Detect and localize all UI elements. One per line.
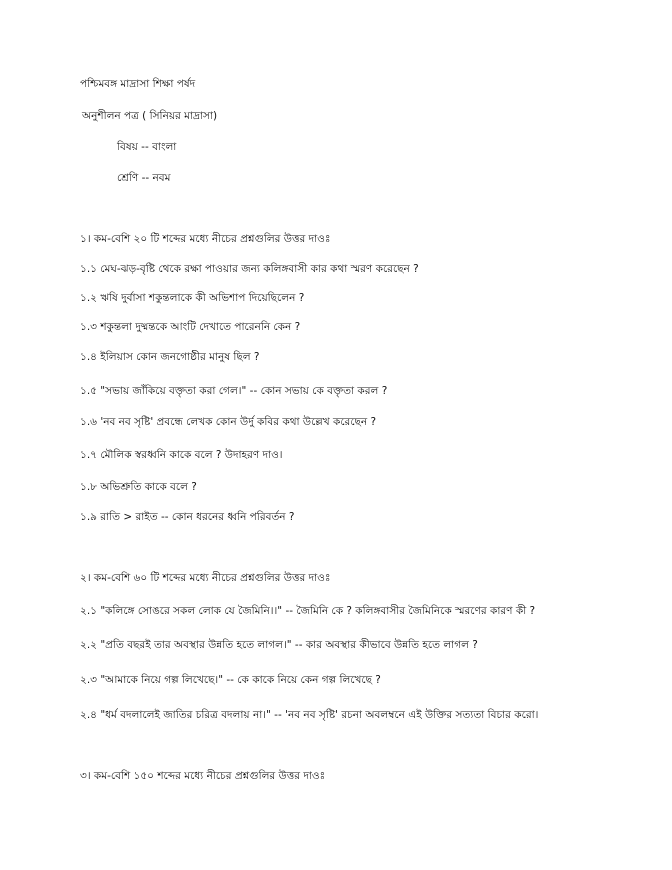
subject-line: বিষয় -- বাংলা [117,141,177,153]
question-2-4: ২.৪ "ধর্ম বদলালেই জাতির চরিত্র বদলায় না।" -- 'নব নব সৃষ্টি' রচনা অবলম্বনে এই উক্তির সত্যতা বিচার করো। [80,709,539,721]
question-2-1: ২.১ "কলিঙ্গে সোঙরে সকল লোক যে জৈমিনি।।" -- জৈমিনি কে ? কলিঙ্গবাসীর জৈমিনিকে স্মরণের কারণ কী ? [80,605,536,617]
question-1-3: ১.৩ শকুন্তলা দুষ্মন্তকে আংটি দেখাতে পারেননি কেন ? [80,321,301,333]
question-1-4: ১.৪ ইলিয়াস কোন জনগোষ্ঠীর মানুষ ছিল ? [80,351,260,363]
class-line: শ্রেণি -- নবম [117,172,171,184]
section-1-heading: ১। কম-বেশি ২০ টি শব্দের মধ্যে নীচের প্রশ্নগুলির উত্তর দাওঃ [80,233,331,245]
section-2-heading: ২। কম-বেশি ৬০ টি শব্দের মধ্যে নীচের প্রশ্নগুলির উত্তর দাওঃ [80,572,331,584]
section-3-heading: ৩। কম-বেশি ১৫০ শব্দের মধ্যে নীচের প্রশ্নগুলির উত্তর দাওঃ [80,770,326,782]
sheet-title: অনুশীলন পত্র ( সিনিয়র মাদ্রাসা) [82,110,218,122]
question-1-6: ১.৬ 'নব নব সৃষ্টি' প্রবন্ধে লেখক কোন উর্দু কবির কথা উল্লেখ করেছেন ? [80,416,377,428]
question-1-8: ১.৮ অভিশ্রুতি কাকে বলে ? [80,481,197,493]
question-1-2: ১.২ ঋষি দুর্বাসা শকুন্তলাকে কী অভিশাপ দিয়েছিলেন ? [80,292,305,304]
question-1-7: ১.৭ মৌলিক স্বরধ্বনি কাকে বলে ? উদাহরণ দাও। [80,449,283,461]
question-1-5: ১.৫ "সভায় জাঁকিয়ে বক্তৃতা করা গেল।" -- কোন সভায় কে বক্তৃতা করল ? [80,385,388,397]
board-name: পশ্চিমবঙ্গ মাদ্রাসা শিক্ষা পর্ষদ [80,78,196,90]
question-1-1: ১.১ মেঘ-ঝড়-বৃষ্টি থেকে রক্ষা পাওয়ার জন্য কলিঙ্গবাসী কার কথা স্মরণ করেছেন ? [80,263,419,275]
question-2-2: ২.২ "প্রতি বছরই তার অবস্থার উন্নতি হতে লাগল।" -- কার অবস্থার কীভাবে উন্নতি হতে লাগল ? [80,639,478,651]
question-2-3: ২.৩ "আমাকে নিয়ে গল্প লিখেছে।" -- কে কাকে নিয়ে কেন গল্প লিখেছে ? [80,674,381,686]
question-1-9: ১.৯ রাতি > রাইত -- কোন ধরনের ধ্বনি পরিবর্তন ? [80,511,295,523]
